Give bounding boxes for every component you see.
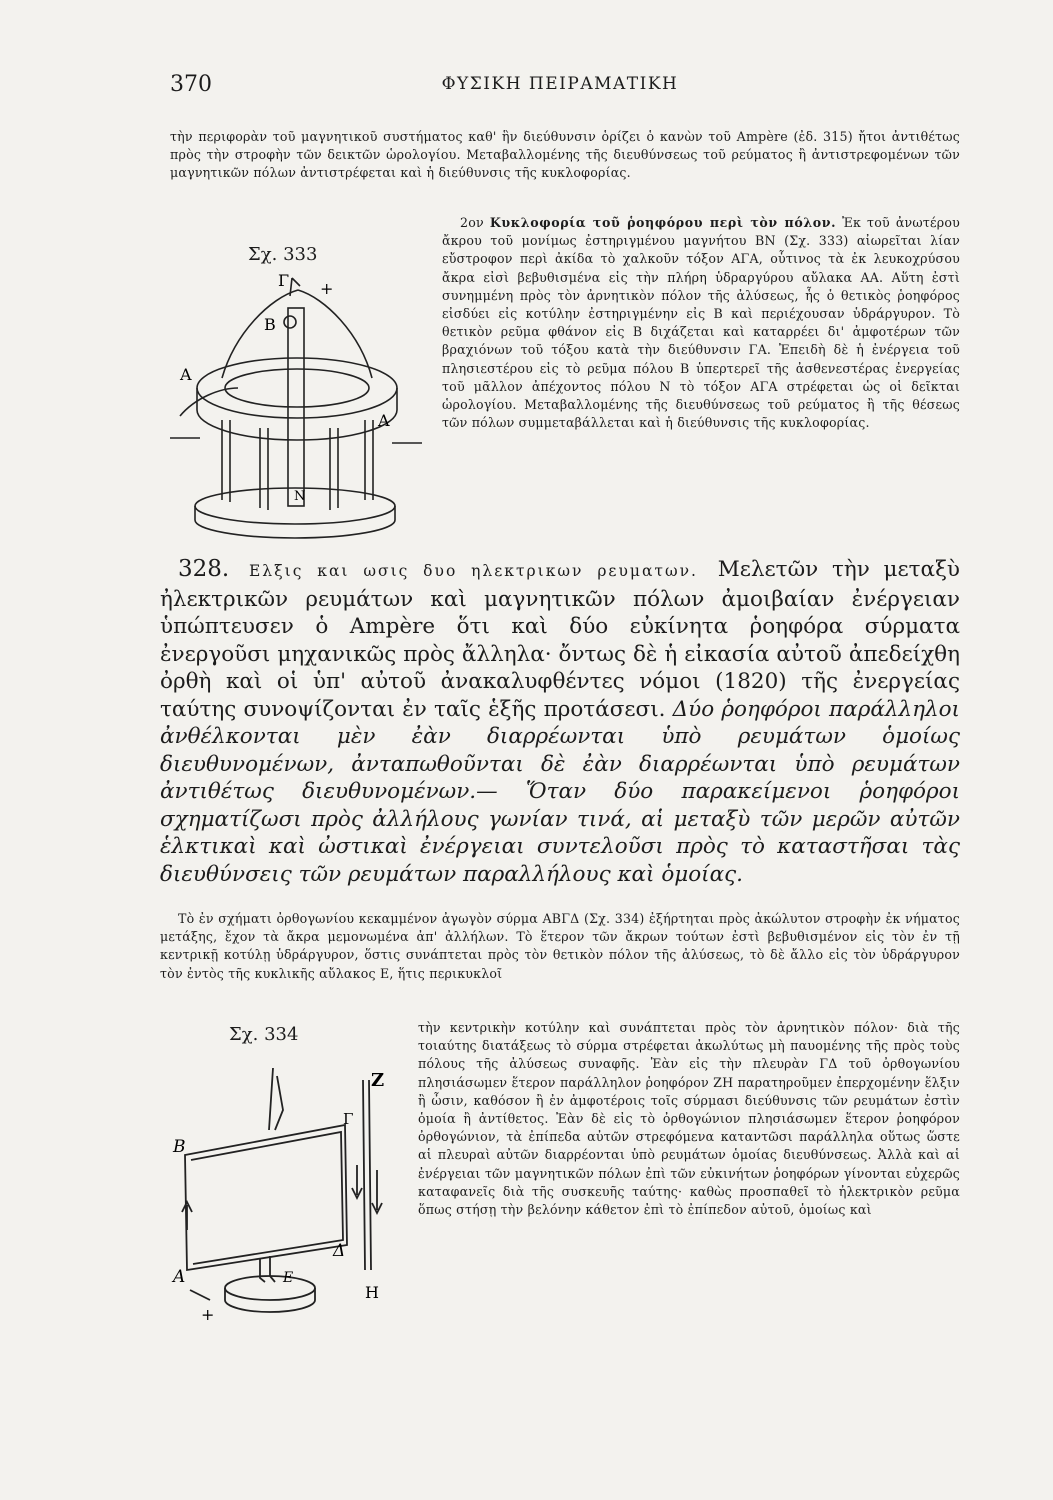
section-328-title: Ελξις και ωσις δυο ηλεκτρικων ρευματων. [248,562,698,580]
subsection-2 [442,214,960,432]
fig334-label-delta: Δ [333,1241,346,1261]
section-328-text: Μελετῶν τὴν μεταξὺ ἠλεκτρικῶν ρευμάτων καὶ μαγνητικῶν πόλων ἀμοιβαίαν ἐνέργειαν ὑπώπτευσεν ὁ Ampère ὅτι καὶ δύο εὐκίνητα ῥοηφόρα σύρματα ἐνεργοῦσι μηχανικῶς πρὸς ἄλληλα· ὄντως δὲ ἡ εἰκασία αὐτοῦ ἀπεδείχθη ὀρθὴ καὶ οἱ ὑπ' αὐτοῦ ἀνακαλυφθέντες νόμοι (1820) τῆς ἐνεργείας ταύτης συνοψίζονται ἐν ταῖς ἑξῆς προτάσεσι. [160,557,960,722]
fig334-label-plus: + [201,1305,215,1324]
intro-paragraph [170,128,960,183]
running-title: ΦΥΣΙΚΗ ΠΕΙΡΑΜΑΤΙΚΗ [441,74,679,94]
fig333-label-alpha-left: Α [180,365,192,384]
page-header [170,72,950,102]
fig334-label-eta: Η [365,1283,379,1302]
figure-334-text-top: Τὸ ἐν σχήματι ὀρθογωνίου κεκαμμένον ἀγωγὸν σύρμα ΑΒΓΔ (Σχ. 334) ἐξήρτηται πρὸς ἀκώλυτον στροφὴν ἐκ νήματος μετάξης, ἔχον τὰ ἄκρα μεμονωμένα ἀπ' ἀλλήλων. Τὸ ἕτερον τῶν ἄκρων τούτων ἐστὶ βεβυθισμένον εἰς τὸν ἐν τῇ κεντρικῇ κοτύλῃ ὑδράργυρον, ὅστις συνάπτεται πρὸς τὸν θετικὸν πόλον τῆς ἀλύσεως, τὸ δὲ ἄλλο εἰς τὸν ὑδράργυρον τὸν ἐντὸς τῆς κυκλικῆς αὔλακος Ε, ἥτις περικυκλοῖ [160,911,960,981]
figure-333-caption: Σχ. 333 [248,244,318,265]
figure-334-illustration [165,1020,405,1325]
fig333-label-plus: + [320,279,334,298]
section-328-laws: Δύο ῥοηφόροι παράλληλοι ἀνθέλκονται μὲν ἐὰν διαρρέωνται ὑπὸ ρευμάτων ὁμοίως διευθυνομένων, ἀνταπωθοῦνται δὲ ἐὰν διαρρέωνται ὑπὸ ρευμάτων ἀντιθέτως διευθυνομένων.— Ὅταν δύο παρακείμενοι ῥοηφόροι σχηματίζωσι πρὸς ἀλλήλους γωνίαν τινά, αἱ μεταξὺ τῶν μερῶν αὐτῶν ἑλκτικαὶ καὶ ὠστικαὶ ἐνέργειαι συντελοῦσι πρὸς τὸ καταστῆσαι τὰς διευθύνσεις τῶν ρευμάτων παραλλήλους καὶ ὁμοίας. [160,696,960,887]
fig334-label-z: Ζ [371,1070,385,1091]
fig333-label-nu: Ν [294,489,306,504]
figure-333-illustration [160,238,425,548]
fig334-label-gamma: Γ [343,1110,354,1128]
subsection-2-heading: Κυκλοφορία τοῦ ῥοηφόρου περὶ τὸν πόλον. [489,215,837,230]
figure-333 [160,238,425,548]
fig333-label-beta: Β [264,315,276,334]
section-328 [160,556,960,888]
figure-334-text-side: τὴν κεντρικὴν κοτύλην καὶ συνάπτεται πρὸς τὸν ἀρνητικὸν πόλον· διὰ τῆς τοιαύτης διατάξεως τὸ σύρμα στρέφεται ἀκωλύτως μὴ παυομένης τῆς πρὸς τοὺς πόλους τῆς ἀλύσεως συναφῆς. Ἐὰν εἰς τὴν πλευρὰν ΓΔ τοῦ ὀρθογωνίου πλησιάσωμεν ἕτερον παράλληλον ῥοηφόρον ΖΗ παρατηροῦμεν ἐπερχομένην ἕλξιν ἢ ὦσιν, καθόσον ἢ ἐν ἀμφοτέροις τοῖς σύρμασι διεύθυνσις τῶν ρευμάτων ἐστὶν ὁμοία ἢ ἀντίθετος. Ἐὰν δὲ εἰς τὸ ὀρθογώνιον πλησιάσωμεν ἕτερον ῥοηφόρον ὀρθογώνιον, τὰ ἐπίπεδα αὐτῶν στρεφόμενα καταντῶσι παράλληλα οὕτως ὥστε αἱ πλευραὶ αὐτῶν διαρρέονται ὑπὸ ρευμάτων ὁμοίας διευθύνσεως. Ἀλλὰ καὶ αἱ ἐνέργειαι τῶν μαγνητικῶν πόλων ἐπὶ τῶν εὐκινήτων ῥοηφόρων γίνονται εὐχερῶς καταφανεῖς διὰ τῆς συσκευῆς ταύτης· καθὼς προσπαθεῖ τὸ ἠλεκτρικὸν ρεῦμα ὅπως στήσῃ τὴν βελόνην κάθετον ἐπὶ τὸ ἐπίπεδον αὐτοῦ, ὁμοίως καὶ [418,1020,960,1218]
fig334-label-beta: Β [173,1137,186,1157]
subsection-2-label: 2ον [460,215,484,230]
fig333-label-gamma: Γ [278,271,290,290]
fig334-label-alpha: Α [173,1267,186,1287]
figure-334-paragraph-top [160,910,960,983]
fig333-label-alpha-right: Α [378,411,390,430]
fig334-label-epsilon: Ε [283,1270,294,1286]
intro-text: τὴν περιφορὰν τοῦ μαγνητικοῦ συστήματος καθ' ἣν διεύθυνσιν ὁρίζει ὁ κανὼν τοῦ Ampère (ἐδ. 315) ἤτοι ἀντιθέτως πρὸς τὴν στροφὴν τῶν δεικτῶν ὡρολογίου. Μεταβαλλομένης τῆς διευθύνσεως τοῦ ρεύματος ἢ ἀντιστρεφομένων τῶν μαγνητικῶν πόλων ἀντιστρέφεται καὶ ἡ διεύθυνσις τῆς κυκλοφορίας. [170,129,960,181]
page-number: 370 [170,72,212,97]
section-328-number: 328. [178,556,230,582]
figure-334-caption: Σχ. 334 [229,1024,299,1045]
subsection-2-text: Ἐκ τοῦ ἀνωτέρου ἄκρου τοῦ μονίμως ἐστηριγμένου μαγνήτου ΒΝ (Σχ. 333) αἰωρεῖται λίαν εὔστροφον περὶ ἀκίδα τὸ χαλκοῦν τόξον ΑΓΑ, οὗτινος τὰ ἐκ λευκοχρύσου ἄκρα εἰσὶ βεβυθισμένα εἰς τὴν πλήρη ὑδραργύρου αὔλακα ΑΑ. Αὕτη ἐστὶ συνημμένη πρὸς τὸν ἀρνητικὸν πόλον τῆς ἀλύσεως, ἧς ὁ θετικὸς ῥοηφόρος εἰσδύει εἰς κοτύλην ἐστηριγμένην εἰς Β καὶ περιέχουσαν ὑδράργυρον. Τὸ θετικὸν ρεῦμα φθάνον εἰς Β διχάζεται καὶ καταρρέει δι' ἀμφοτέρων τῶν βραχιόνων τοῦ τόξου κατὰ τὴν διεύθυνσιν ΓΑ. Ἐπειδὴ δὲ ἡ ἐνέργεια τοῦ πλησιεστέρου εἰς τὸ ρεῦμα πόλου Β ὑπερτερεῖ τῆς ἀσθενεστέρας ἐνεργείας τοῦ μᾶλλον ἀπέχοντος πόλου Ν τὸ τόξον ΑΓΑ στρέφεται ὡς οἱ δεῖκται ὡρολογίου. Μεταβαλλομένης τῆς διευθύνσεως τοῦ ρεύματος ἢ τῆς θέσεως τῶν πόλων συμμεταβάλλεται καὶ ἡ διεύθυνσις τῆς κυκλοφορίας. [442,215,960,431]
figure-334 [165,1020,405,1325]
figure-334-paragraph-side [418,1019,960,1219]
